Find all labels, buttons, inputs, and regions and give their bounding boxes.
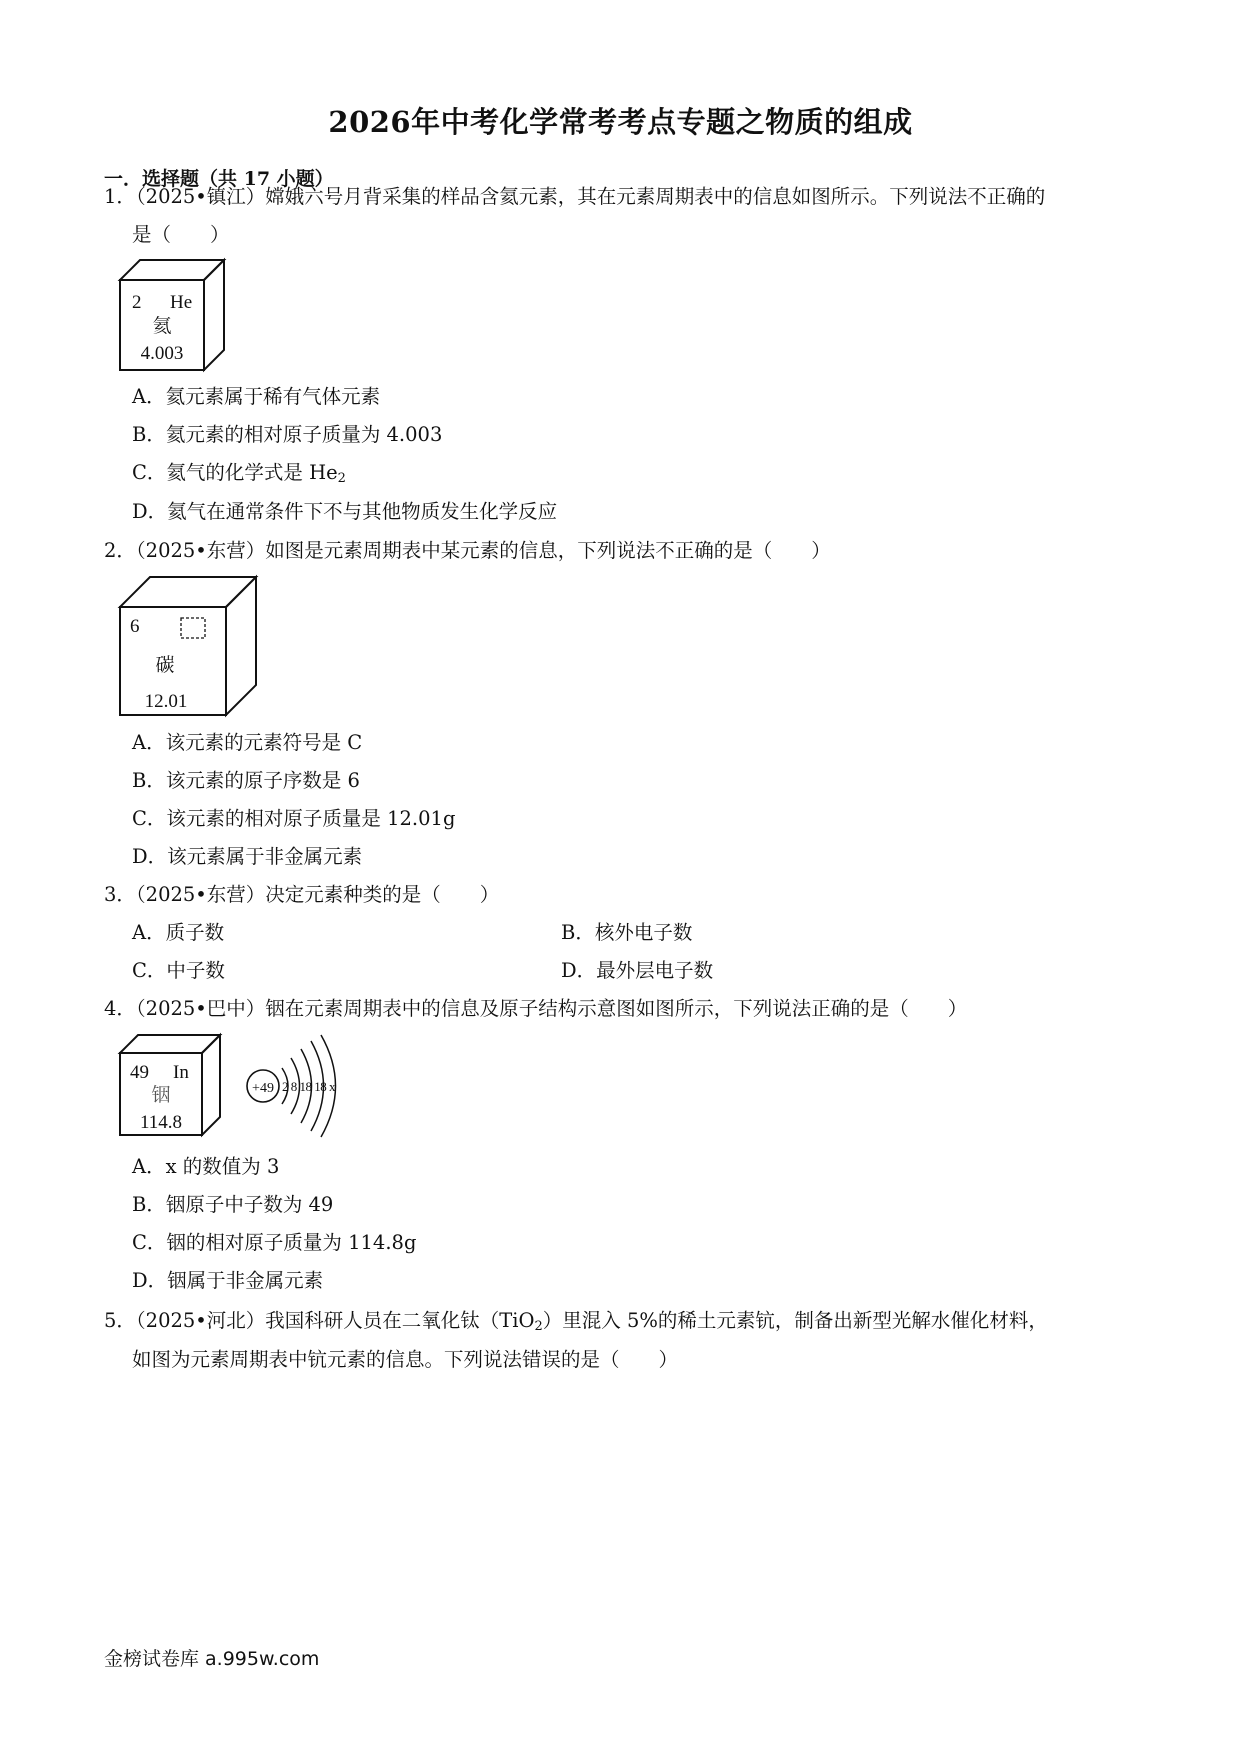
question-4-stem: 4．（2025•巴中）铟在元素周期表中的信息及原子结构示意图如图所示，下列说法正确的是（ ） (104, 997, 968, 1020)
carbon-element-card (118, 575, 260, 717)
question-1-stem-cont: 是（ ） (132, 223, 230, 246)
question-1-option-b: B．氦元素的相对原子质量为 4.003 (132, 423, 443, 446)
question-3-option-b: B．核外电子数 (561, 921, 693, 944)
carbon-number: 6 (130, 616, 140, 637)
helium-mass: 4.003 (140, 343, 184, 364)
helium-symbol: He (170, 292, 193, 313)
question-5-stem: 5．（2025•河北）我国科研人员在二氧化钛（TiO$_2$）里混入 5%的稀土元素钪，制备出新型光解水催化材料， (104, 1309, 1048, 1334)
page-title: 2026年中考化学常考考点专题之物质的组成 (328, 105, 913, 139)
question-4-option-a: A．x 的数值为 3 (132, 1155, 280, 1178)
indium-mass: 114.8 (139, 1112, 183, 1133)
nucleus-charge: +49 (252, 1081, 274, 1096)
question-1-stem: 1．（2025•镇江）嫦娥六号月背采集的样品含氦元素，其在元素周期表中的信息如图所示。下列说法不正确的 (104, 185, 1046, 208)
question-1-option-c: C．氦气的化学式是 $He_2$ (132, 461, 346, 486)
indium-element-card (118, 1033, 224, 1137)
section-heading: 一．选择题（共 17 小题） (104, 168, 334, 190)
question-2-option-b: B．该元素的原子序数是 6 (132, 769, 360, 792)
question-4-option-c: C．铟的相对原子质量为 114.8g (132, 1231, 417, 1254)
helium-element-card (118, 258, 228, 372)
indium-atom-structure-diagram (244, 1033, 364, 1133)
question-2-stem: 2．（2025•东营）如图是元素周期表中某元素的信息，下列说法不正确的是（ ） (104, 539, 831, 562)
indium-name: 铟 (151, 1085, 171, 1106)
question-2-option-c: C．该元素的相对原子质量是 12.01g (132, 807, 456, 830)
question-1-option-a: A．氦元素属于稀有气体元素 (132, 385, 381, 408)
question-3-option-a: A．质子数 (132, 921, 225, 944)
indium-symbol: In (173, 1062, 189, 1083)
subscript: 2 (337, 471, 346, 486)
carbon-name: 碳 (155, 655, 175, 676)
question-4-option-b: B．铟原子中子数为 49 (132, 1193, 334, 1216)
question-2-option-a: A．该元素的元素符号是 C (132, 731, 363, 754)
question-3-option-d: D．最外层电子数 (561, 959, 714, 982)
question-3-stem: 3．（2025•东营）决定元素种类的是（ ） (104, 883, 500, 906)
subscript: 2 (534, 1319, 543, 1334)
footer-source: 金榜试卷库 a.995w.com (104, 1648, 320, 1670)
helium-number: 2 (132, 292, 142, 313)
question-1-option-d: D．氦气在通常条件下不与其他物质发生化学反应 (132, 500, 558, 523)
indium-number: 49 (130, 1062, 149, 1083)
question-3-option-c: C．中子数 (132, 959, 225, 982)
electron-shells: 2 8 18 18 x (282, 1079, 335, 1094)
question-2-option-d: D．该元素属于非金属元素 (132, 845, 363, 868)
missing-symbol-box (181, 618, 205, 638)
carbon-mass: 12.01 (144, 691, 188, 712)
question-5-stem-cont: 如图为元素周期表中钪元素的信息。下列说法错误的是（ ） (132, 1348, 679, 1371)
question-4-option-d: D．铟属于非金属元素 (132, 1269, 324, 1292)
helium-name: 氦 (152, 316, 172, 337)
